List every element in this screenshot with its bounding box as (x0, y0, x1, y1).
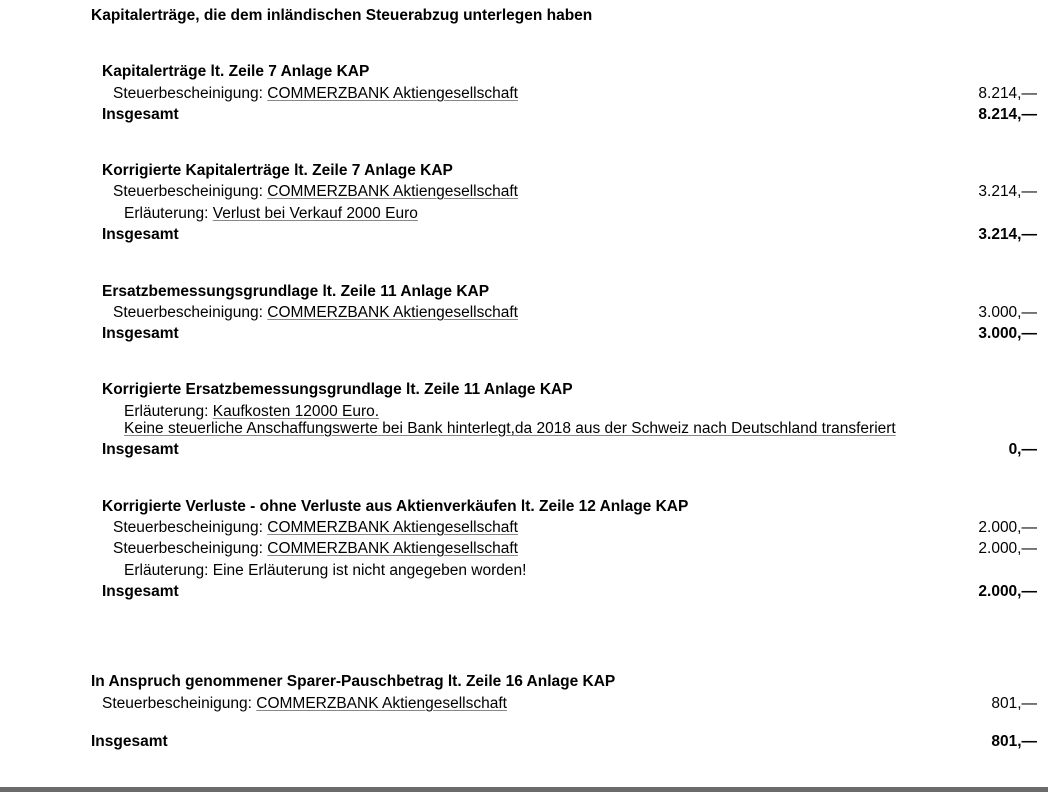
bottom-divider (0, 787, 1048, 792)
total-label: Insgesamt (91, 733, 168, 750)
total-label: Insgesamt (102, 106, 179, 123)
bank-link[interactable]: COMMERZBANK Aktiengesellschaft (267, 519, 518, 536)
row-label: Steuerbescheinigung: (113, 183, 263, 200)
total-label: Insgesamt (102, 583, 179, 600)
certificate-row (113, 183, 518, 201)
total-label: Insgesamt (102, 325, 179, 342)
row-amount: 2.000,— (978, 540, 1037, 557)
certificate-row (113, 85, 518, 103)
section-title: Kapitalerträge lt. Zeile 7 Anlage KAP (102, 63, 370, 80)
page-title: Kapitalerträge, die dem inländischen Steuerabzug unterlegen haben (91, 7, 593, 24)
section-title: Korrigierte Kapitalerträge lt. Zeile 7 Anlage KAP (102, 162, 453, 179)
certificate-row (113, 540, 518, 558)
bank-link[interactable]: COMMERZBANK Aktiengesellschaft (267, 304, 518, 321)
row-amount: 2.000,— (978, 519, 1037, 536)
note-link[interactable]: Verlust bei Verkauf 2000 Euro (212, 205, 418, 222)
note-text: Eine Erläuterung ist nicht angegeben worden! (212, 562, 527, 579)
section-title: Ersatzbemessungsgrundlage lt. Zeile 11 Anlage KAP (102, 283, 490, 300)
note-label: Erläuterung: (124, 562, 209, 579)
bank-link[interactable]: COMMERZBANK Aktiengesellschaft (256, 695, 507, 712)
certificate-row (102, 695, 507, 713)
note-label: Erläuterung: (124, 205, 209, 222)
total-amount: 2.000,— (978, 583, 1037, 600)
bank-link[interactable]: COMMERZBANK Aktiengesellschaft (267, 85, 518, 102)
total-amount: 0,— (1008, 441, 1037, 458)
total-amount: 8.214,— (978, 106, 1037, 123)
note-link[interactable]: Kaufkosten 12000 Euro. (212, 403, 380, 420)
total-amount: 801,— (991, 733, 1037, 750)
row-label: Steuerbescheinigung: (113, 85, 263, 102)
total-amount: 3.214,— (978, 226, 1037, 243)
row-label: Steuerbescheinigung: (113, 304, 263, 321)
note-label: Erläuterung: (124, 403, 209, 420)
row-label: Steuerbescheinigung: (113, 540, 263, 557)
explanation-row (124, 403, 379, 421)
row-amount: 3.000,— (978, 304, 1037, 321)
section-title: Korrigierte Ersatzbemessungsgrundlage lt. Zeile 11 Anlage KAP (102, 381, 573, 398)
total-label: Insgesamt (102, 441, 179, 458)
note-link-line2[interactable]: Keine steuerliche Anschaffungswerte bei Bank hinterlegt,da 2018 aus der Schweiz nach Deutschland transferiert (124, 420, 896, 437)
explanation-continuation (124, 420, 896, 438)
row-amount: 3.214,— (978, 183, 1037, 200)
row-label: Steuerbescheinigung: (102, 695, 252, 712)
bank-link[interactable]: COMMERZBANK Aktiengesellschaft (267, 540, 518, 557)
certificate-row (113, 304, 518, 322)
bank-link[interactable]: COMMERZBANK Aktiengesellschaft (267, 183, 518, 200)
total-label: Insgesamt (102, 226, 179, 243)
total-amount: 3.000,— (978, 325, 1037, 342)
row-amount: 801,— (991, 695, 1037, 712)
section-title: Korrigierte Verluste - ohne Verluste aus Aktienverkäufen lt. Zeile 12 Anlage KAP (102, 498, 689, 515)
explanation-row (124, 562, 526, 580)
row-label: Steuerbescheinigung: (113, 519, 263, 536)
certificate-row (113, 519, 518, 537)
explanation-row (124, 205, 418, 223)
sparer-title: In Anspruch genommener Sparer-Pauschbetrag lt. Zeile 16 Anlage KAP (91, 673, 616, 690)
row-amount: 8.214,— (978, 85, 1037, 102)
